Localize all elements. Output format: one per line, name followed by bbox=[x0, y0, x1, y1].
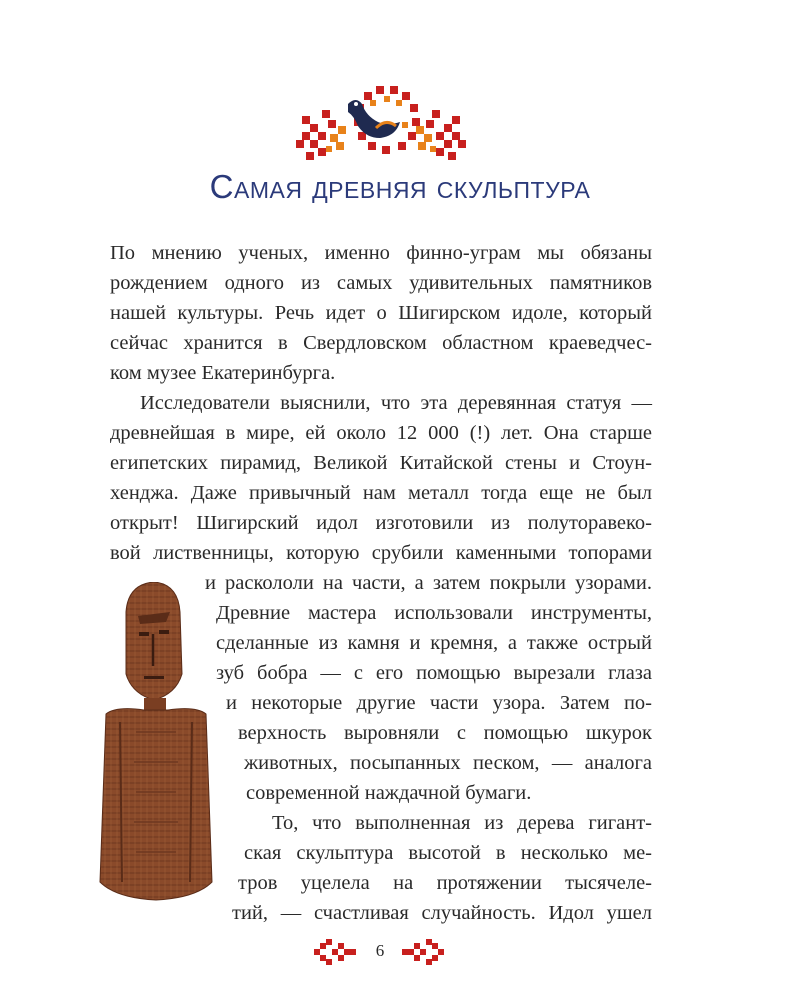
folk-ornament-icon bbox=[402, 939, 444, 965]
text-line: По мнению ученых, именно финно-уграм мы обязаны bbox=[110, 242, 652, 264]
text-line: тий, — счастливая случайность. Идол ушел bbox=[232, 902, 652, 924]
text-line: тров уцелела на протяжении тысячеле- bbox=[238, 872, 652, 894]
text-line: сделанные из камня и кремня, а также острый bbox=[216, 632, 652, 654]
text-line: Исследователи выяснили, что эта деревянная статуя — bbox=[140, 392, 652, 414]
text-line: зуб бобра — с его помощью вырезали глаза bbox=[216, 662, 652, 684]
text-line: хенджа. Даже привычный нам металл тогда еще не был bbox=[110, 482, 652, 504]
text-line: древнейшая в мире, ей около 12 000 (!) лет. Она старше bbox=[110, 422, 652, 444]
folk-ornament-icon bbox=[296, 82, 466, 162]
text-line: открыт! Шигирский идол изготовили из полуторавеко- bbox=[110, 512, 652, 534]
folk-ornament-icon bbox=[314, 939, 356, 965]
text-line: современной наждачной бумаги. bbox=[246, 782, 532, 804]
text-line: ская скульптура высотой в несколько ме- bbox=[244, 842, 652, 864]
text-line: верхность выровняли с помощью шкурок bbox=[238, 722, 652, 744]
text-line: ком музее Екатеринбурга. bbox=[110, 362, 336, 384]
page-footer bbox=[0, 933, 800, 973]
text-line: рождением одного из самых удивительных памятников bbox=[110, 272, 652, 294]
text-line: нашей культуры. Речь идет о Шигирском идоле, который bbox=[110, 302, 652, 324]
text-line: животных, посыпанных песком, — аналога bbox=[244, 752, 652, 774]
text-line: и некоторые другие части узора. Затем по- bbox=[226, 692, 652, 714]
text-line: вой лиственницы, которую срубили каменными топорами bbox=[110, 542, 652, 564]
page-title: Самая древняя скульптура bbox=[209, 168, 591, 205]
text-line: и раскололи на части, а затем покрыли узорами. bbox=[205, 572, 652, 594]
page-number: 6 bbox=[375, 941, 385, 960]
shigir-idol-image bbox=[96, 582, 216, 902]
text-line: сейчас хранится в Свердловском областном краеведчес- bbox=[110, 332, 652, 354]
text-line: Древние мастера использовали инструменты, bbox=[216, 602, 652, 624]
text-line: египетских пирамид, Великой Китайской стены и Стоун- bbox=[110, 452, 652, 474]
text-line: То, что выполненная из дерева гигант- bbox=[272, 812, 652, 834]
